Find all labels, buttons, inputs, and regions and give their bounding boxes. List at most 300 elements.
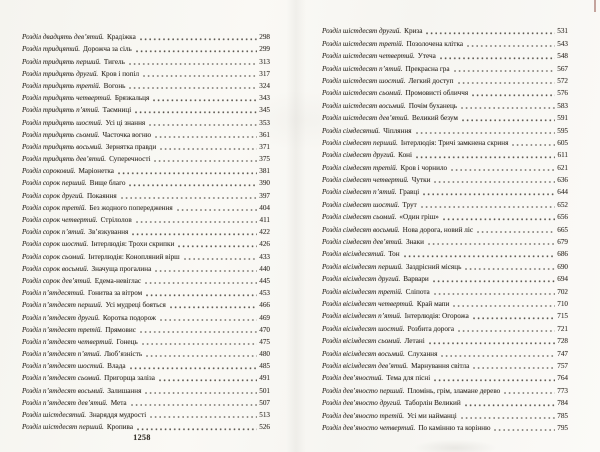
chapter-label: Розділ сорок сьомий. <box>22 252 86 261</box>
toc-entry <box>322 136 568 148</box>
chapter-label: Розділ п’ятдесят третій. <box>22 325 103 334</box>
dot-leader <box>146 294 257 296</box>
toc-entry <box>322 259 568 271</box>
chapter-title: Часточка вогню <box>102 130 152 139</box>
dot-leader <box>462 119 555 121</box>
page-ref: 353 <box>259 118 270 127</box>
toc-entry <box>22 383 270 395</box>
page-ref: 426 <box>259 240 270 249</box>
chapter-title: Почім буханець <box>408 101 458 110</box>
chapter-label: Розділ тридцять шостий. <box>22 118 103 127</box>
page-ref: 686 <box>557 250 568 259</box>
toc-entry <box>322 396 568 408</box>
chapter-label: Розділ тридцятий. <box>22 45 81 54</box>
page-ref: 375 <box>259 155 270 164</box>
toc-entry <box>322 86 568 98</box>
dot-leader <box>159 379 257 381</box>
chapter-label: Розділ вісімдесят восьмий. <box>322 349 405 358</box>
chapter-title: Коні <box>398 151 413 160</box>
chapter-label: Розділ шістдесят восьмий. <box>322 101 406 110</box>
toc-entry <box>322 334 568 346</box>
chapter-title: Край мапи <box>416 299 450 308</box>
dot-leader <box>170 306 257 308</box>
toc-entry <box>322 309 568 321</box>
chapter-label: Розділ тридцять четвертий. <box>22 94 112 103</box>
chapter-label: Розділ дев’яносто третій. <box>322 411 405 420</box>
toc-entry <box>22 140 270 152</box>
chapter-title: По камінню та корінню <box>418 423 491 432</box>
chapter-title: Інтерлюдія: Конопляний вірш <box>88 252 180 261</box>
chapter-label: Розділ сімдесят перший. <box>322 138 398 147</box>
chapter-title: Люб’язність <box>104 350 143 359</box>
page-ref: 543 <box>557 39 568 48</box>
toc-entry <box>322 346 568 358</box>
dot-leader <box>473 317 555 319</box>
dot-leader <box>443 218 555 220</box>
chapter-title: Влада <box>107 362 126 371</box>
page-ref: 470 <box>259 325 270 334</box>
toc-entry <box>322 74 568 86</box>
page-ref: 469 <box>259 313 270 322</box>
toc-entry <box>322 247 568 259</box>
dot-leader <box>426 32 555 34</box>
dot-leader <box>149 124 257 126</box>
toc-entry <box>322 49 568 61</box>
toc-entry <box>322 421 568 433</box>
dot-leader <box>121 197 258 199</box>
toc-entry <box>322 383 568 395</box>
chapter-label: Розділ п’ятдесят другий. <box>22 313 100 322</box>
toc-entry <box>22 164 270 176</box>
page-ref: 665 <box>557 225 568 234</box>
page-ref: 440 <box>259 264 270 273</box>
toc-entry <box>22 152 270 164</box>
chapter-label: Розділ тридцять сьомий. <box>22 130 100 139</box>
chapter-label: Розділ вісімдесятий. <box>322 250 386 259</box>
page-ref: 679 <box>557 238 568 247</box>
toc-entry <box>22 225 270 237</box>
page-ref: 795 <box>557 423 568 432</box>
chapter-title: Великий безум <box>412 114 458 123</box>
toc-entry <box>322 222 568 234</box>
chapter-label: Розділ сорок п’ятий. <box>22 228 86 237</box>
chapter-label: Розділ двадцять дев’ятий. <box>22 33 104 42</box>
dot-leader <box>160 148 257 150</box>
chapter-label: Розділ сімдесят восьмий. <box>322 225 400 234</box>
toc-entry <box>322 235 568 247</box>
chapter-title: Кров і чорнило <box>400 163 448 172</box>
page-ref: 605 <box>557 138 568 147</box>
dot-leader <box>155 136 257 138</box>
dot-leader <box>433 280 555 282</box>
page-ref: 621 <box>557 163 568 172</box>
chapter-title: Розбита дорога <box>407 324 455 333</box>
dot-leader <box>129 87 257 89</box>
page-fold-shadow <box>286 0 306 452</box>
toc-entry <box>22 67 270 79</box>
page-ref: 595 <box>557 126 568 135</box>
chapter-label: Розділ сорок третій. <box>22 203 87 212</box>
toc-entry <box>22 298 270 310</box>
toc-entry <box>22 323 270 335</box>
page-ref: 299 <box>259 45 270 54</box>
toc-entry <box>22 408 270 420</box>
page-ref: 513 <box>259 411 270 419</box>
chapter-title: Варвари <box>403 275 429 284</box>
toc-entry <box>22 91 270 103</box>
chapter-title: Зернятка правди <box>105 142 157 151</box>
chapter-label: Розділ шістдесят другий. <box>322 27 402 36</box>
dot-leader <box>428 243 555 245</box>
page-ref: 466 <box>259 301 270 310</box>
page-ref: 475 <box>259 337 270 346</box>
chapter-label: Розділ дев’яносто перший. <box>322 386 405 395</box>
chapter-label: Розділ п’ятдесят восьмий. <box>22 386 105 395</box>
chapter-title: Стрілолов <box>100 216 132 224</box>
page-ref: 324 <box>259 81 270 90</box>
chapter-label: Розділ сорок перший. <box>22 179 87 188</box>
page-ref: 298 <box>259 33 270 42</box>
dot-leader <box>129 63 257 65</box>
dot-leader <box>178 245 257 247</box>
chapter-label: Розділ вісімдесят сьомий. <box>322 337 402 346</box>
chapter-title: Таємниці <box>102 106 132 115</box>
page-ref: 422 <box>259 228 270 237</box>
chapter-title: Гонитва за вітром <box>87 289 143 298</box>
toc-entry <box>322 111 568 123</box>
chapter-title: Чутки <box>411 176 431 185</box>
toc-entry <box>322 148 568 160</box>
chapter-label: Розділ сімдесят четвертий. <box>322 176 409 185</box>
chapter-label: Розділ вісімдесят третій. <box>322 287 403 296</box>
page-ref: 702 <box>557 287 568 296</box>
chapter-label: Розділ шістдесятий. <box>22 411 87 419</box>
dot-leader <box>150 416 257 418</box>
chapter-title: Криза <box>404 27 423 36</box>
chapter-label: Розділ п’ятдесят сьомий. <box>22 374 102 383</box>
chapter-label: Розділ п’ятдесят дев’ятий. <box>22 398 108 407</box>
dot-leader <box>135 111 257 113</box>
toc-entry <box>22 335 270 347</box>
chapter-title: Чіпляння <box>383 126 412 135</box>
chapter-label: Розділ сімдесят п’ятий. <box>322 188 397 197</box>
toc-entry <box>22 310 270 322</box>
dot-leader <box>429 342 555 344</box>
chapter-title: Прекрасна гра <box>405 64 450 73</box>
dot-leader <box>434 379 555 381</box>
toc-entry <box>22 237 270 249</box>
dot-leader <box>118 172 257 174</box>
chapter-label: Розділ сімдесят другий. <box>322 151 396 160</box>
dot-leader <box>440 57 555 59</box>
chapter-title: Мета <box>110 398 127 407</box>
chapter-title: Пломінь, грім, зламане дерево <box>407 386 501 395</box>
page-ref: 397 <box>259 191 270 200</box>
dot-leader <box>129 184 257 186</box>
chapter-title: Інтерлюдія: Тричі замкнена скриня <box>400 138 509 147</box>
chapter-title: Усі ми найманці <box>407 411 457 420</box>
chapter-label: Розділ тридцять дев’ятий. <box>22 155 107 164</box>
dot-leader <box>140 331 257 333</box>
chapter-label: Розділ п’ятдесят п’ятий. <box>22 350 102 359</box>
chapter-title: Трут <box>402 200 417 209</box>
page-ref: 757 <box>557 361 568 370</box>
chapter-title: Заздрісний місяць <box>405 262 462 271</box>
page-ref: 445 <box>259 276 270 285</box>
page-ref: 548 <box>557 52 568 61</box>
dot-leader <box>130 367 258 369</box>
toc-entry <box>322 321 568 333</box>
dot-leader <box>146 355 257 357</box>
chapter-title: Едема-невіглас <box>94 276 142 285</box>
toc-entry <box>22 54 270 66</box>
chapter-label: Розділ сорок дев’ятий. <box>22 276 92 285</box>
page-ref: 526 <box>259 423 270 432</box>
page-ref: 381 <box>259 167 270 176</box>
dot-leader <box>136 221 258 223</box>
chapter-title: Гонець <box>116 337 138 346</box>
page-ref: 784 <box>557 399 568 408</box>
chapter-label: Розділ шістдесят сьомий. <box>322 89 403 98</box>
toc-entry <box>322 359 568 371</box>
toc-entry <box>322 408 568 420</box>
chapter-title: Позолочена клітка <box>406 39 464 48</box>
dot-leader <box>145 282 257 284</box>
chapter-label: Розділ вісімдесят четвертий. <box>322 299 414 308</box>
dot-leader <box>421 206 555 208</box>
chapter-label: Розділ сімдесят третій. <box>322 163 398 172</box>
toc-entry <box>22 42 270 54</box>
chapter-label: Розділ шістдесят четвертий. <box>322 52 415 61</box>
dot-leader <box>137 428 257 430</box>
dot-leader <box>453 305 555 307</box>
dot-leader <box>467 45 555 47</box>
toc-entry <box>22 115 270 127</box>
toc-entry <box>22 30 270 42</box>
toc-entry <box>322 371 568 383</box>
chapter-title: Залишання <box>107 386 142 395</box>
page-ref: 433 <box>259 252 270 261</box>
chapter-title: Маріонетка <box>78 167 115 176</box>
toc-entry <box>22 396 270 408</box>
chapter-title: Інтерлюдія: Трохи скрипки <box>91 240 175 249</box>
chapter-label: Розділ вісімдесят перший. <box>322 262 403 271</box>
dot-leader <box>465 268 555 270</box>
chapter-title: Прямовис <box>105 325 136 334</box>
page-ref: 773 <box>557 386 568 395</box>
dot-leader <box>434 293 555 295</box>
dot-leader <box>184 258 258 260</box>
dot-leader <box>458 330 555 332</box>
toc-entry <box>22 103 270 115</box>
chapter-label: Розділ п’ятдесят четвертий. <box>22 337 114 346</box>
toc-entry <box>22 347 270 359</box>
chapter-title: Летані <box>404 337 425 346</box>
chapter-label: Розділ сорок восьмий. <box>22 264 89 273</box>
dot-leader <box>142 343 257 345</box>
page-ref: 715 <box>557 312 568 321</box>
left-page-number: 1258 <box>133 433 151 442</box>
chapter-title: Пригорща заліза <box>104 374 155 383</box>
page-ref: 501 <box>259 386 270 395</box>
page-ref: 644 <box>557 188 568 197</box>
dot-leader <box>458 82 556 84</box>
dot-leader <box>136 50 257 52</box>
chapter-label: Розділ дев’яносто четвертий. <box>322 423 416 432</box>
page-ref: 453 <box>259 289 270 298</box>
dot-leader <box>454 70 556 72</box>
page-ref: 313 <box>259 57 270 66</box>
dot-leader <box>145 392 257 394</box>
chapter-title: Усі ці знання <box>105 118 146 127</box>
chapter-label: Розділ п’ятдесят перший. <box>22 301 103 310</box>
dot-leader <box>177 209 258 211</box>
chapter-label: Розділ тридцять третій. <box>22 81 101 90</box>
page-ref: 728 <box>557 337 568 346</box>
toc-entry <box>22 213 270 225</box>
chapter-label: Розділ сорок четвертий. <box>22 216 98 224</box>
dot-leader <box>416 132 556 134</box>
dot-leader <box>140 38 257 40</box>
chapter-title: Утеча <box>417 52 436 61</box>
toc-entry <box>22 371 270 383</box>
page-ref: 567 <box>557 64 568 73</box>
page-ref: 652 <box>557 200 568 209</box>
chapter-title: Таборлін Великий <box>404 399 461 408</box>
chapter-label: Розділ дев’яносто другий. <box>322 399 402 408</box>
toc-entry <box>22 286 270 298</box>
dot-leader <box>451 169 555 171</box>
chapter-title: Знаки <box>405 238 424 247</box>
chapter-label: Розділ тридцять другий. <box>22 69 99 78</box>
chapter-title: Зв’язкування <box>88 228 129 237</box>
chapter-title: Слухання <box>407 349 438 358</box>
page-ref: 485 <box>259 362 270 371</box>
chapter-label: Розділ вісімдесят другий. <box>322 275 401 284</box>
page-ref: 317 <box>259 69 270 78</box>
page-ref: 710 <box>557 299 568 308</box>
chapter-title: Тема для пісні <box>386 374 431 383</box>
dot-leader <box>512 144 555 146</box>
dot-leader <box>477 231 555 233</box>
page-ref: 764 <box>557 374 568 383</box>
chapter-title: Коротка подорож <box>102 313 156 322</box>
dot-leader <box>153 99 257 101</box>
toc-entry <box>22 262 270 274</box>
page-ref: 576 <box>557 89 568 98</box>
chapter-label: Розділ шістдесят перший. <box>22 423 104 432</box>
chapter-label: Розділ сімдесятий. <box>322 126 381 135</box>
dot-leader <box>504 392 555 394</box>
scan-edge-artifact <box>594 0 596 12</box>
chapter-label: Розділ п’ятдесят шостий. <box>22 362 105 371</box>
toc-entry <box>22 188 270 200</box>
toc-list-left <box>22 30 270 432</box>
page-ref: 491 <box>259 374 270 383</box>
chapter-title: Покаяння <box>86 191 117 200</box>
toc-entry <box>22 420 270 432</box>
chapter-title: Вище благо <box>89 179 126 188</box>
page-ref: 694 <box>557 275 568 284</box>
chapter-label: Розділ шістдесят п’ятий. <box>322 64 403 73</box>
toc-entry <box>322 185 568 197</box>
toc-entry <box>322 123 568 135</box>
toc-entry <box>22 79 270 91</box>
chapter-title: Тигель <box>103 57 125 66</box>
toc-entry <box>322 98 568 110</box>
page-ref: 343 <box>259 94 270 103</box>
dot-leader <box>465 404 556 406</box>
toc-entry <box>322 272 568 284</box>
chapter-title: Кропива <box>106 423 134 432</box>
chapter-title: Марнування світла <box>411 361 470 370</box>
page-ref: 345 <box>259 106 270 115</box>
chapter-label: Розділ вісімдесят п’ятий. <box>322 312 402 321</box>
dot-leader <box>131 404 258 406</box>
page-ref: 785 <box>557 411 568 420</box>
page-ref: 747 <box>557 349 568 358</box>
dot-leader <box>473 367 555 369</box>
chapter-label: Розділ вісімдесят шостий. <box>322 324 405 333</box>
toc-entry <box>322 197 568 209</box>
dot-leader <box>155 270 257 272</box>
chapter-title: Брязкальця <box>114 94 150 103</box>
chapter-title: Сліпота <box>405 287 430 296</box>
chapter-title: Суперечності <box>109 155 151 164</box>
chapter-label: Розділ шістдесят шостий. <box>322 76 406 85</box>
chapter-title: Значуща прогалина <box>91 264 152 273</box>
toc-entry <box>22 359 270 371</box>
page-ref: 721 <box>557 324 568 333</box>
dot-leader <box>472 94 555 96</box>
page-ref: 390 <box>259 179 270 188</box>
toc-entry <box>22 274 270 286</box>
page-ref: 611 <box>557 151 568 160</box>
dot-leader <box>494 429 555 431</box>
toc-entry <box>322 24 568 36</box>
chapter-title: «Один гріш» <box>399 213 439 222</box>
toc-entry <box>322 284 568 296</box>
dot-leader <box>423 193 555 195</box>
toc-entry <box>322 36 568 48</box>
dot-leader <box>461 107 555 109</box>
toc-entry <box>322 210 568 222</box>
toc-entry <box>22 249 270 261</box>
dot-leader <box>441 355 555 357</box>
dot-leader <box>132 233 257 235</box>
chapter-label: Розділ сороковий. <box>22 167 76 176</box>
chapter-label: Розділ шістдесят дев’ятий. <box>322 114 409 123</box>
dot-leader <box>143 75 257 77</box>
chapter-title: Вогонь <box>103 81 126 90</box>
chapter-title: Гравці <box>399 188 420 197</box>
chapter-label: Розділ дев’яностий. <box>322 374 384 383</box>
dot-leader <box>160 319 257 321</box>
chapter-title: Інтерлюдія: Огорожа <box>404 312 469 321</box>
chapter-title: Промовисті обличчя <box>405 89 469 98</box>
toc-entry <box>22 128 270 140</box>
dot-leader <box>434 181 555 183</box>
toc-entry <box>322 61 568 73</box>
page-ref: 690 <box>557 262 568 271</box>
toc-entry <box>22 176 270 188</box>
toc-entry <box>322 160 568 172</box>
page-ref: 636 <box>557 176 568 185</box>
chapter-title: Крадіжка <box>106 33 136 42</box>
dot-leader <box>461 417 555 419</box>
chapter-label: Розділ сорок шостий. <box>22 240 89 249</box>
chapter-label: Розділ вісімдесят дев’ятий. <box>322 361 409 370</box>
